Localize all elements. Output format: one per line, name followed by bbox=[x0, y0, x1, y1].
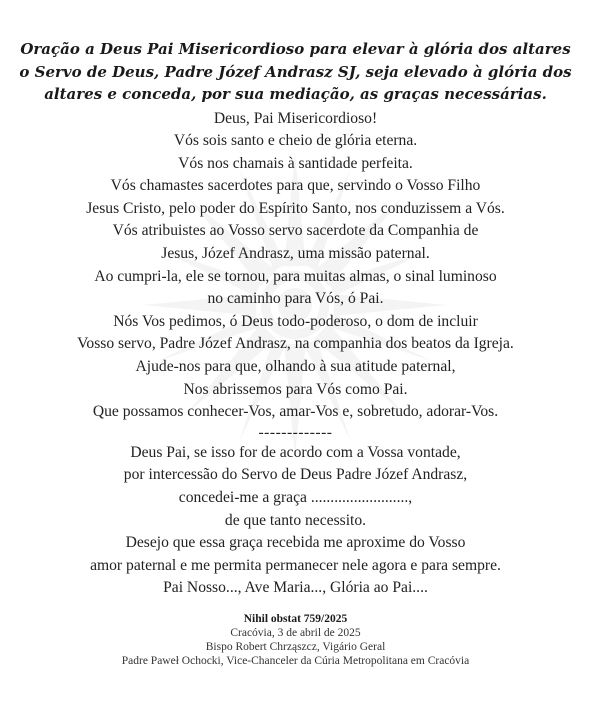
prayer-line: no caminho para Vós, ó Pai. bbox=[207, 290, 384, 308]
prayer-line: Vós sois santo e cheio de glória eterna. bbox=[173, 132, 418, 150]
petition-line: amor paternal e me permita permanecer nele agora e para sempre. bbox=[90, 556, 501, 574]
place-date: Cracóvia, 3 de abril de 2025 bbox=[230, 626, 361, 639]
prayer-line: Vós atribuistes ao Vosso servo sacerdote da Companhia de bbox=[112, 222, 479, 240]
petition-line: concedei-me a graça ........................., bbox=[178, 489, 413, 506]
prayer-line: Nos abrissemos para Vós como Pai. bbox=[183, 380, 408, 398]
bishop-signatory: Bispo Robert Chrząszcz, Vigário Geral bbox=[205, 640, 386, 653]
prayer-body bbox=[0, 108, 591, 600]
prayer-line: Vós chamastes sacerdotes para que, servindo o Vosso Filho bbox=[110, 177, 481, 195]
title-line: altares e conceda, por sua mediação, as graças necessárias. bbox=[44, 85, 547, 103]
prayer-line: Nós Vos pedimos, ó Deus todo-poderoso, o dom de incluir bbox=[113, 312, 478, 330]
petition-line: Deus Pai, se isso for de acordo com a Vossa vontade, bbox=[130, 443, 461, 461]
prayer-title bbox=[0, 38, 591, 106]
prayer-line: Jesus Cristo, pelo poder do Espírito Santo, nos conduzissem a Vós. bbox=[86, 199, 505, 217]
prayer-line: Que possamos conhecer-Vos, amar-Vos e, sobretudo, adorar-Vos. bbox=[92, 403, 499, 421]
prayer-line: Deus, Pai Misericordioso! bbox=[213, 109, 378, 127]
title-line: o Servo de Deus, Padre Józef Andrasz SJ, seja elevado à glória dos bbox=[19, 62, 572, 81]
prayer-line: Jesus, Józef Andrasz, uma missão paternal. bbox=[161, 245, 430, 263]
prayer-document bbox=[0, 38, 591, 668]
petition-line: Desejo que essa graça recebida me aproxime do Vosso bbox=[125, 534, 466, 552]
petition-line: de que tanto necessito. bbox=[224, 511, 367, 529]
section-separator: ------------- bbox=[258, 423, 333, 441]
prayer-line: Vosso servo, Padre Józef Andrasz, na companhia dos beatos da Igreja. bbox=[77, 335, 514, 353]
church-approval bbox=[0, 612, 591, 668]
petition-line: Pai Nosso..., Ave Maria..., Glória ao Pai.... bbox=[163, 579, 428, 597]
nihil-obstat: Nihil obstat 759/2025 bbox=[243, 612, 348, 625]
prayer-line: Ao cumpri-la, ele se tornou, para muitas almas, o sinal luminoso bbox=[94, 267, 497, 285]
prayer-line: Vós nos chamais à santidade perfeita. bbox=[178, 154, 413, 172]
petition-line: por intercessão do Servo de Deus Padre Józef Andrasz, bbox=[123, 466, 468, 484]
title-line: Oração a Deus Pai Misericordioso para elevar à glória dos altares bbox=[20, 40, 571, 58]
prayer-line: Ajude-nos para que, olhando à sua atitude paternal, bbox=[135, 358, 456, 376]
vice-chancellor-signatory: Padre Paweł Ochocki, Vice-Chanceler da Cúria Metropolitana em Cracóvia bbox=[121, 654, 470, 667]
